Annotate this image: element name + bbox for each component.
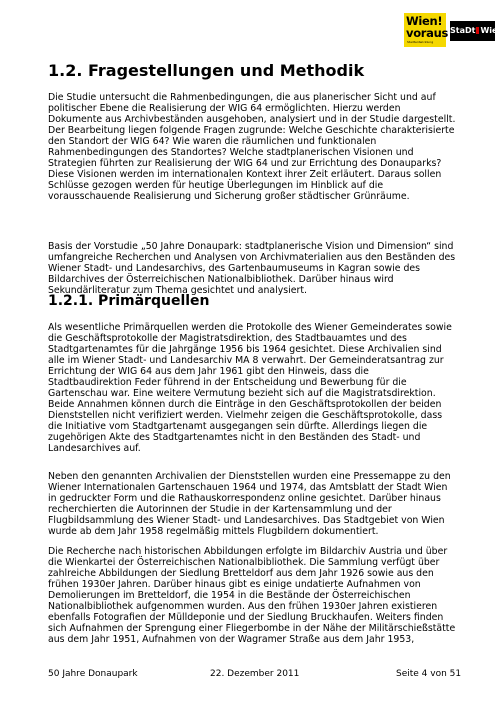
subsection-paragraph-1 xyxy=(48,322,468,454)
text-line: Flugbildsammlung des Wiener Stadt- und Landesarchives. Das Stadtgebiet von Wien xyxy=(48,515,445,526)
section-paragraph-2 xyxy=(48,241,468,296)
text-line: zugehörigen Akte des Stadtgartenamtes nicht in den Beständen des Stadt- und xyxy=(48,432,421,443)
flag-icon xyxy=(476,27,479,34)
text-line: Basis der Vorstudie „50 Jahre Donaupark: stadtplanerische Vision und Dimension“ sind xyxy=(48,241,454,252)
text-line: Dokumente aus Archivbeständen ausgehoben, analysiert und in der Studie dargestellt. xyxy=(48,114,456,125)
text-line: Stadtgartenamtes für die Jahrgänge 1956 bis 1964 gesichtet. Diese Archivalien sind xyxy=(48,344,442,355)
logo-tagline: Stadtentwicklung xyxy=(407,40,434,44)
text-line: Stadtbaudirektion Feder führend in der Entscheidung und Bewerbung für die xyxy=(48,377,407,388)
text-line: Schlüsse gezogen werden für heutige Überlegungen im Hinblick auf die xyxy=(48,180,384,191)
text-line: Neben den genannten Archivalien der Dienststellen wurden eine Pressemappe zu den xyxy=(48,471,451,482)
text-line: Wiener Internationalen Gartenschauen 1964 und 1974, das Amtsblatt der Stadt Wien xyxy=(48,482,448,493)
text-line: Dienststellen nicht verifiziert werden. Vielmehr zeigen die Geschäftsprotokolle, dass xyxy=(48,410,443,421)
footer-title: 50 Jahre Donaupark xyxy=(48,669,138,679)
text-line: die Geschäftsprotokolle der Magistratsdirektion, des Stadtbauamtes und des xyxy=(48,333,407,344)
footer-date: 22. Dezember 2011 xyxy=(210,669,300,679)
stadt-logo-left: StaDt xyxy=(450,26,476,35)
text-line: Demolierungen im Bretteldorf, die 1954 in die Bestände der Österreichischen xyxy=(48,590,411,601)
text-line: Bildarchives der Österreichischen Nationalbibliothek. Darüber hinaus wird xyxy=(48,274,394,285)
section-heading: 1.2. Fragestellungen und Methodik xyxy=(48,61,365,80)
text-line: Gartenschau war. Eine weitere Vermutung bezieht sich auf die Magistratsdirektion. xyxy=(48,388,436,399)
footer-page-number: Seite 4 von 51 xyxy=(396,669,462,679)
subsection-paragraph-2 xyxy=(48,471,468,537)
logo-line-1: Wien! xyxy=(406,14,443,28)
text-line: ebenfalls Fotografien der Mülldeponie und der Siedlung Bruckhaufen. Weiters finden xyxy=(48,612,444,623)
text-line: recherchierten die Autorinnen der Studie in der Kartensammlung und der xyxy=(48,504,392,515)
subsection-paragraph-3 xyxy=(48,546,468,645)
text-line: Als wesentliche Primärquellen werden die Protokolle des Wiener Gemeinderates sowie xyxy=(48,322,452,333)
text-line: Rahmenbedingungen des Standortes? Welche stadtplanerischen Visionen und xyxy=(48,147,414,158)
wien-voraus-logo xyxy=(404,13,449,47)
text-line: Wiener Stadt- und Landesarchivs, des Gartenbaumuseums in Kagran sowie des xyxy=(48,263,421,274)
stadt-wien-logo xyxy=(450,21,504,41)
text-line: Diese Visionen werden im internationalen Kontext ihrer Zeit erläutert. Daraus sollen xyxy=(48,169,442,180)
text-line: aus dem Jahr 1951, Aufnahmen von der Wagramer Straße aus dem Jahr 1953, xyxy=(48,634,415,645)
text-line: Landesarchives auf. xyxy=(48,443,141,454)
text-line: vorausschauende Realisierung und Sicherung großer städtischer Grünräume. xyxy=(48,191,410,202)
stadt-logo-right: Wien xyxy=(480,26,504,35)
text-line: umfangreiche Recherchen und Analysen von Archivmaterialien aus den Beständen des xyxy=(48,252,456,263)
text-line: Die Studie untersucht die Rahmenbedingungen, die aus planerischer Sicht und auf xyxy=(48,92,436,103)
text-line: wurde ab dem Jahr 1958 regelmäßig mittels Flugbildern dokumentiert. xyxy=(48,526,379,537)
text-line: Nationalbibliothek aufgenommen wurden. Aus den frühen 1930er Jahren existieren xyxy=(48,601,438,612)
text-line: zahlreiche Abbildungen der Siedlung Bretteldorf aus dem Jahr 1926 sowie aus den xyxy=(48,568,434,579)
text-line: Der Bearbeitung liegen folgende Fragen zugrunde: Welche Geschichte charakterisierte xyxy=(48,125,455,136)
text-line: Strategien führten zur Realisierung der WIG 64 und zur Errichtung des Donauparks? xyxy=(48,158,442,169)
text-line: die Initiative vom Stadtgartenamt ausgegangen sein dürfte. Allerdings liegen die xyxy=(48,421,428,432)
text-line: alle im Wiener Stadt- und Landesarchiv MA 8 verwahrt. Der Gemeinderatsantrag zur xyxy=(48,355,444,366)
text-line: frühen 1930er Jahren. Darüber hinaus gibt es einige undatierte Aufnahmen von xyxy=(48,579,421,590)
text-line: Beide Annahmen können durch die Einträge in den Geschäftsprotokollen der beiden xyxy=(48,399,442,410)
text-line: Die Recherche nach historischen Abbildungen erfolgte im Bildarchiv Austria und über xyxy=(48,546,448,557)
section-paragraph-1 xyxy=(48,92,468,202)
text-line: politischer Ebene die Realisierung der WIG 64 ermöglichten. Hierzu werden xyxy=(48,103,401,114)
logo-line-2: voraus xyxy=(406,26,449,40)
text-line: sich Aufnahmen der Sprengung einer Fliegerbombe in der Nähe der Militärschießstätte xyxy=(48,623,456,634)
text-line: Errichtung der WIG 64 aus dem Jahr 1961 gibt den Hinweis, dass die xyxy=(48,366,369,377)
text-line: die Wienkartei der Österreichischen Nationalbibliothek. Die Sammlung verfügt über xyxy=(48,557,440,568)
text-line: in gedruckter Form und die Rathauskorrespondenz online gesichtet. Darüber hinaus xyxy=(48,493,441,504)
subsection-heading: 1.2.1. Primärquellen xyxy=(48,293,210,309)
text-line: Sekundärliteratur zum Thema gesichtet und analysiert. xyxy=(48,285,307,296)
text-line: den Standort der WIG 64? Wie waren die räumlichen und funktionalen xyxy=(48,136,377,147)
